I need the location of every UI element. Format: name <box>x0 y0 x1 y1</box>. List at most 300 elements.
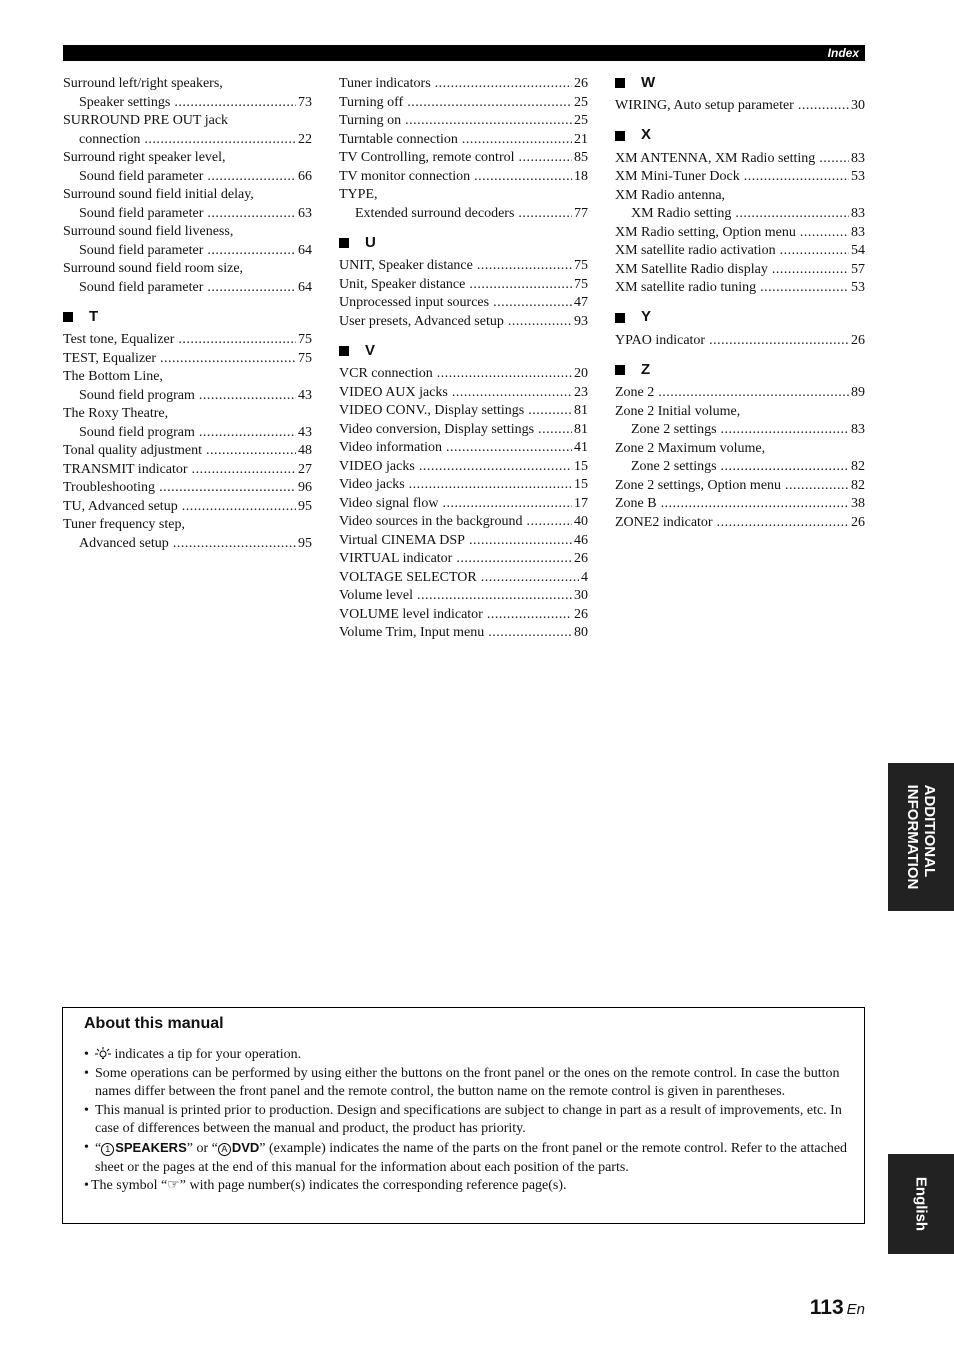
entry-text: XM satellite radio activation <box>615 243 776 258</box>
index-entry <box>615 495 865 514</box>
tip-text: indicates a tip for your operation. <box>111 1047 302 1062</box>
page-reference[interactable]: 27 <box>298 461 312 477</box>
index-entry-line <box>63 368 312 387</box>
leader-dots <box>785 477 849 496</box>
square-bullet-icon <box>339 238 349 248</box>
page-reference[interactable]: 17 <box>574 495 588 511</box>
index-entry-line <box>63 498 312 517</box>
entry-text: VIRTUAL indicator <box>339 551 453 566</box>
entry-text: Zone 2 settings <box>631 422 717 437</box>
entry-text: TV Controlling, remote control <box>339 150 515 165</box>
side-tab-additional-information[interactable] <box>888 763 954 911</box>
leader-dots <box>182 498 296 517</box>
entry-text: Video sources in the background <box>339 514 523 529</box>
about-title: About this manual <box>84 1015 224 1032</box>
leader-dots <box>528 402 572 421</box>
speakers-label: SPEAKERS <box>115 1139 187 1155</box>
leader-dots <box>206 442 296 461</box>
page-reference[interactable]: 53 <box>851 280 865 295</box>
side-tab-english[interactable] <box>888 1154 954 1254</box>
entry-text: User presets, Advanced setup <box>339 313 504 329</box>
index-entry <box>63 223 312 260</box>
leader-dots <box>488 624 572 643</box>
entry-text: Extended surround decoders <box>355 205 515 221</box>
leader-dots <box>159 479 296 498</box>
index-entry-line <box>63 149 312 168</box>
entry-text: The Roxy Theatre, <box>63 406 169 421</box>
heading-letter: V <box>365 341 376 359</box>
index-entry-line <box>339 149 588 168</box>
page-reference[interactable]: 82 <box>851 477 865 493</box>
leader-dots <box>469 532 572 551</box>
leader-dots <box>721 458 849 477</box>
page-reference[interactable]: 95 <box>298 535 312 551</box>
page-reference[interactable]: 75 <box>574 276 588 292</box>
page-reference[interactable]: 53 <box>851 169 865 184</box>
index-entry <box>339 186 588 223</box>
heading-letter: U <box>365 233 376 251</box>
index-entry-line <box>615 150 865 169</box>
page-reference[interactable]: 38 <box>851 496 865 511</box>
index-entry-line <box>615 403 865 422</box>
page-reference[interactable]: 54 <box>851 243 865 258</box>
entry-text: Surround right speaker level, <box>63 150 226 165</box>
leader-dots <box>178 331 296 350</box>
index-entry-line <box>339 257 588 276</box>
index-entry <box>63 186 312 223</box>
index-entry-line <box>63 461 312 480</box>
entry-text: TV monitor connection <box>339 168 471 184</box>
index-entry-line <box>615 279 865 298</box>
page-reference[interactable]: 83 <box>851 422 865 437</box>
index-entry-line <box>615 187 865 206</box>
index-entry-line <box>339 384 588 403</box>
index-entry <box>339 131 588 150</box>
entry-text: Zone 2 settings, Option menu <box>615 477 782 493</box>
section-title: Index <box>827 46 859 60</box>
entry-text: ZONE2 indicator <box>615 514 713 530</box>
part-names-text: ” (example) indicates the name of the parts on the front panel or the remote control. Refer to the attached sheet or the pages at the end of this manual for the information about each position of the parts. <box>95 1140 848 1175</box>
index-entry <box>63 405 312 442</box>
leader-dots <box>508 313 572 332</box>
entry-text: Volume level <box>339 588 414 603</box>
index-entry <box>615 150 865 169</box>
page-reference[interactable]: 23 <box>574 384 588 400</box>
leader-dots <box>798 97 849 116</box>
index-entry <box>339 112 588 131</box>
leader-dots <box>144 131 296 150</box>
index-heading-v <box>339 343 588 359</box>
index-entry-line <box>63 260 312 279</box>
page-reference[interactable]: 26 <box>574 606 588 622</box>
index-entry-line <box>339 624 588 643</box>
index-entry-line <box>615 458 865 477</box>
entry-text: Unprocessed input sources <box>339 295 490 310</box>
entry-text: YPAO indicator <box>615 332 706 348</box>
index-entry-line <box>63 442 312 461</box>
index-entry <box>339 313 588 332</box>
leader-dots <box>477 257 572 276</box>
entry-text: connection <box>79 131 141 147</box>
index-entry <box>339 606 588 625</box>
square-bullet-icon <box>63 312 73 322</box>
page-reference[interactable]: 30 <box>851 98 865 113</box>
page-reference[interactable]: 43 <box>298 424 312 440</box>
entry-text: VIDEO AUX jacks <box>339 384 448 400</box>
index-entry-line <box>339 458 588 477</box>
page-reference[interactable]: 95 <box>298 498 312 514</box>
leader-dots <box>469 276 572 295</box>
index-entry-line <box>63 387 312 406</box>
leader-dots <box>160 350 296 369</box>
index-entry-line <box>63 112 312 131</box>
index-entry <box>339 149 588 168</box>
leader-dots <box>199 424 296 443</box>
page-reference[interactable]: 26 <box>851 332 865 348</box>
index-entry-line <box>339 313 588 332</box>
page-reference[interactable]: 75 <box>298 332 312 347</box>
index-heading-u <box>339 235 588 251</box>
index-entry-line <box>63 405 312 424</box>
entry-text: Sound field program <box>79 387 195 403</box>
leader-dots <box>446 439 572 458</box>
entry-text: WIRING, Auto setup parameter <box>615 98 794 113</box>
page-reference[interactable]: 40 <box>574 514 588 529</box>
leader-dots <box>658 384 849 403</box>
entry-text: Sound field parameter <box>79 205 204 221</box>
page-language-suffix: En <box>846 1301 865 1318</box>
index-entry <box>63 368 312 405</box>
entry-text: XM Radio setting <box>631 206 732 221</box>
page-reference[interactable]: 75 <box>574 258 588 273</box>
page-reference[interactable]: 96 <box>298 480 312 495</box>
entry-text: Surround sound field room size, <box>63 261 244 276</box>
index-heading-t <box>63 309 312 325</box>
index-entry-line <box>339 276 588 295</box>
leader-dots <box>407 94 572 113</box>
index-entry-line <box>615 440 865 459</box>
leader-dots <box>721 421 849 440</box>
index-entry <box>339 257 588 276</box>
leader-dots <box>456 550 572 569</box>
index-entry-line <box>63 331 312 350</box>
page-reference[interactable]: 15 <box>574 477 588 492</box>
index-entry <box>63 331 312 350</box>
entry-text: Sound field parameter <box>79 242 204 258</box>
index-entry <box>615 384 865 403</box>
page-reference[interactable]: 25 <box>574 113 588 128</box>
index-entry <box>339 384 588 403</box>
entry-text: TRANSMIT indicator <box>63 461 188 477</box>
page-reference[interactable]: 26 <box>574 76 588 91</box>
index-entry-line <box>63 223 312 242</box>
leader-dots <box>661 495 849 514</box>
entry-text: TU, Advanced setup <box>63 498 178 514</box>
index-entry-line <box>339 532 588 551</box>
side-tab-language: English <box>912 1176 930 1232</box>
index-entry-line <box>615 168 865 187</box>
page-reference[interactable]: 26 <box>574 551 588 566</box>
index-entry <box>615 224 865 243</box>
index-entry-line <box>63 205 312 224</box>
page-reference[interactable]: 21 <box>574 131 588 147</box>
index-entry-line <box>339 587 588 606</box>
index-entry <box>339 402 588 421</box>
page-reference[interactable]: 89 <box>851 385 865 400</box>
leader-dots <box>207 242 296 261</box>
index-entry-line <box>339 476 588 495</box>
index-entry-line <box>615 421 865 440</box>
square-bullet-icon <box>615 313 625 323</box>
index-entry <box>615 403 865 440</box>
entry-text: TEST, Equalizer <box>63 350 157 366</box>
entry-text: Zone 2 settings <box>631 459 717 474</box>
index-entry <box>339 532 588 551</box>
index-heading-w <box>615 75 865 91</box>
index-entry <box>339 365 588 384</box>
page-reference[interactable]: 64 <box>298 242 312 258</box>
index-entry <box>615 168 865 187</box>
entry-text: Unit, Speaker distance <box>339 276 466 292</box>
leader-dots <box>419 458 572 477</box>
page-reference[interactable]: 20 <box>574 366 588 381</box>
leader-dots <box>772 261 849 280</box>
entry-text: Tonal quality adjustment <box>63 443 202 458</box>
leader-dots <box>780 242 849 261</box>
index-entry-line <box>339 439 588 458</box>
index-entry-line <box>339 294 588 313</box>
entry-text: Sound field parameter <box>79 279 204 295</box>
page-reference[interactable]: 48 <box>298 443 312 458</box>
page-reference[interactable]: 18 <box>574 168 588 184</box>
index-entry-line <box>339 421 588 440</box>
page-reference[interactable]: 26 <box>851 514 865 530</box>
heading-letter: Y <box>641 308 652 326</box>
entry-text: Volume Trim, Input menu <box>339 625 485 640</box>
entry-text: Zone 2 <box>615 385 655 400</box>
index-entry <box>63 260 312 297</box>
page-reference[interactable]: 41 <box>574 440 588 455</box>
page-reference[interactable]: 63 <box>298 205 312 221</box>
index-entry-line <box>63 535 312 554</box>
entry-text: Troubleshooting <box>63 480 156 495</box>
page-reference[interactable]: 93 <box>574 313 588 329</box>
entry-text: Video conversion, Display settings <box>339 421 535 437</box>
index-entry <box>339 75 588 94</box>
entry-text: VOLUME level indicator <box>339 606 483 622</box>
entry-text: Advanced setup <box>79 535 169 551</box>
circled-number-icon: 1 <box>101 1143 114 1156</box>
index-entry <box>339 439 588 458</box>
page-reference[interactable]: 82 <box>851 459 865 474</box>
side-tab-line-2: INFORMATION <box>904 784 921 890</box>
entry-text: Sound field parameter <box>79 168 204 184</box>
entry-text: VOLTAGE SELECTOR <box>339 569 477 585</box>
index-entry <box>615 514 865 533</box>
entry-text: Turning on <box>339 113 402 128</box>
index-entry-line <box>339 94 588 113</box>
entry-text: Speaker settings <box>79 94 171 110</box>
index-entry-line <box>339 131 588 150</box>
leader-dots <box>493 294 572 313</box>
page-reference[interactable]: 22 <box>298 131 312 147</box>
tip-icon <box>95 1047 111 1059</box>
leader-dots <box>417 587 572 606</box>
page-reference[interactable]: 83 <box>851 150 865 166</box>
entry-text: Zone 2 Maximum volume, <box>615 440 766 456</box>
index-entry-line <box>63 186 312 205</box>
leader-dots <box>409 476 572 495</box>
index-entry <box>63 350 312 369</box>
leader-dots <box>526 513 572 532</box>
index-entry <box>339 550 588 569</box>
page-reference[interactable]: 73 <box>298 94 312 110</box>
page-reference[interactable]: 43 <box>298 387 312 403</box>
index-column-2 <box>339 75 588 643</box>
index-column-1 <box>63 75 312 553</box>
entry-text: VIDEO jacks <box>339 458 415 474</box>
index-entry-line <box>63 168 312 187</box>
index-entry <box>339 587 588 606</box>
leader-dots <box>207 205 296 224</box>
leader-dots <box>819 150 849 169</box>
index-entry-line <box>63 424 312 443</box>
index-entry <box>615 187 865 224</box>
index-entry-line <box>615 332 865 351</box>
index-entry-line <box>615 477 865 496</box>
leader-dots <box>462 131 572 150</box>
page-reference[interactable]: 47 <box>574 295 588 310</box>
entry-text: Surround sound field initial delay, <box>63 187 254 202</box>
leader-dots <box>487 606 572 625</box>
index-heading-z <box>615 362 865 378</box>
page-reference[interactable]: 25 <box>574 94 588 110</box>
leader-dots <box>192 461 296 480</box>
index-entry-line <box>339 402 588 421</box>
entry-text: XM Satellite Radio display <box>615 261 768 277</box>
entry-text: XM Radio setting, Option menu <box>615 224 796 240</box>
about-item-part-names <box>84 1139 848 1177</box>
index-entry <box>339 294 588 313</box>
index-entry <box>339 276 588 295</box>
entry-text: Tuner frequency step, <box>63 517 185 532</box>
circled-letter-icon: A <box>218 1143 231 1156</box>
leader-dots <box>800 224 849 243</box>
index-entry <box>615 332 865 351</box>
leader-dots <box>744 168 849 187</box>
entry-text: Virtual CINEMA DSP <box>339 532 465 548</box>
page-reference[interactable]: 83 <box>851 224 865 240</box>
leader-dots <box>174 94 296 113</box>
leader-dots <box>452 384 572 403</box>
page-reference[interactable]: 80 <box>574 625 588 640</box>
index-entry-line <box>615 205 865 224</box>
entry-text: XM Mini-Tuner Dock <box>615 169 740 184</box>
leader-dots <box>481 569 579 588</box>
index-entry-line <box>63 479 312 498</box>
index-entry-line <box>615 97 865 116</box>
leader-dots <box>760 279 849 298</box>
leader-dots <box>538 421 572 440</box>
index-entry <box>63 516 312 553</box>
leader-dots <box>437 365 572 384</box>
entry-text: Video jacks <box>339 477 405 492</box>
page-reference[interactable]: 77 <box>574 205 588 221</box>
page-reference[interactable]: 66 <box>298 168 312 184</box>
index-entry <box>63 498 312 517</box>
index-entry <box>339 495 588 514</box>
index-entry-line <box>615 495 865 514</box>
leader-dots <box>405 112 572 131</box>
page-number <box>810 1296 865 1320</box>
entry-text: Test tone, Equalizer <box>63 332 175 347</box>
header-bar <box>63 45 865 61</box>
quote-mid: ” or “ <box>186 1140 218 1156</box>
page-reference[interactable]: 57 <box>851 261 865 277</box>
page-reference[interactable]: 46 <box>574 532 588 548</box>
page-reference[interactable]: 85 <box>574 150 588 165</box>
leader-dots <box>518 205 572 224</box>
index-entry-line <box>63 131 312 150</box>
index-entry-line <box>339 513 588 532</box>
index-entry-line <box>339 495 588 514</box>
square-bullet-icon <box>339 346 349 356</box>
heading-letter: W <box>641 73 656 91</box>
leader-dots <box>735 205 849 224</box>
square-bullet-icon <box>615 78 625 88</box>
index-entry-line <box>615 242 865 261</box>
about-item-symbol: • The symbol “☞” with page number(s) indicates the corresponding reference page(s). <box>84 1177 848 1196</box>
index-entry-line <box>615 224 865 243</box>
heading-letter: Z <box>641 360 651 378</box>
index-entry-line <box>339 569 588 588</box>
leader-dots <box>207 168 296 187</box>
entry-text: SURROUND PRE OUT jack <box>63 113 229 128</box>
index-entry <box>339 569 588 588</box>
page-reference[interactable]: 64 <box>298 279 312 295</box>
index-entry-line <box>339 365 588 384</box>
page-reference[interactable]: 75 <box>298 350 312 366</box>
entry-text: Zone 2 Initial volume, <box>615 403 741 419</box>
index-entry-line <box>63 75 312 94</box>
leader-dots <box>199 387 296 406</box>
index-entry <box>615 440 865 477</box>
entry-text: Sound field program <box>79 424 195 440</box>
index-entry <box>339 513 588 532</box>
index-entry-line <box>63 94 312 113</box>
index-entry-line <box>63 516 312 535</box>
index-heading-y <box>615 310 865 326</box>
index-entry <box>615 242 865 261</box>
leader-dots <box>717 514 849 533</box>
page-reference[interactable]: 81 <box>574 403 588 418</box>
page-reference[interactable]: 4 <box>581 569 588 585</box>
page-reference[interactable]: 30 <box>574 588 588 603</box>
index-entry <box>63 149 312 186</box>
entry-text: Surround left/right speakers, <box>63 76 223 91</box>
about-manual-box <box>62 1007 865 1224</box>
quote-open: “ <box>95 1140 102 1156</box>
leader-dots <box>474 168 572 187</box>
index-entry <box>615 261 865 280</box>
index-entry-line <box>63 242 312 261</box>
leader-dots <box>173 535 296 554</box>
index-entry <box>615 477 865 496</box>
page-reference[interactable]: 15 <box>574 458 588 474</box>
page-reference[interactable]: 81 <box>574 421 588 437</box>
entry-text: Video information <box>339 440 442 455</box>
page-reference[interactable]: 83 <box>851 206 865 221</box>
